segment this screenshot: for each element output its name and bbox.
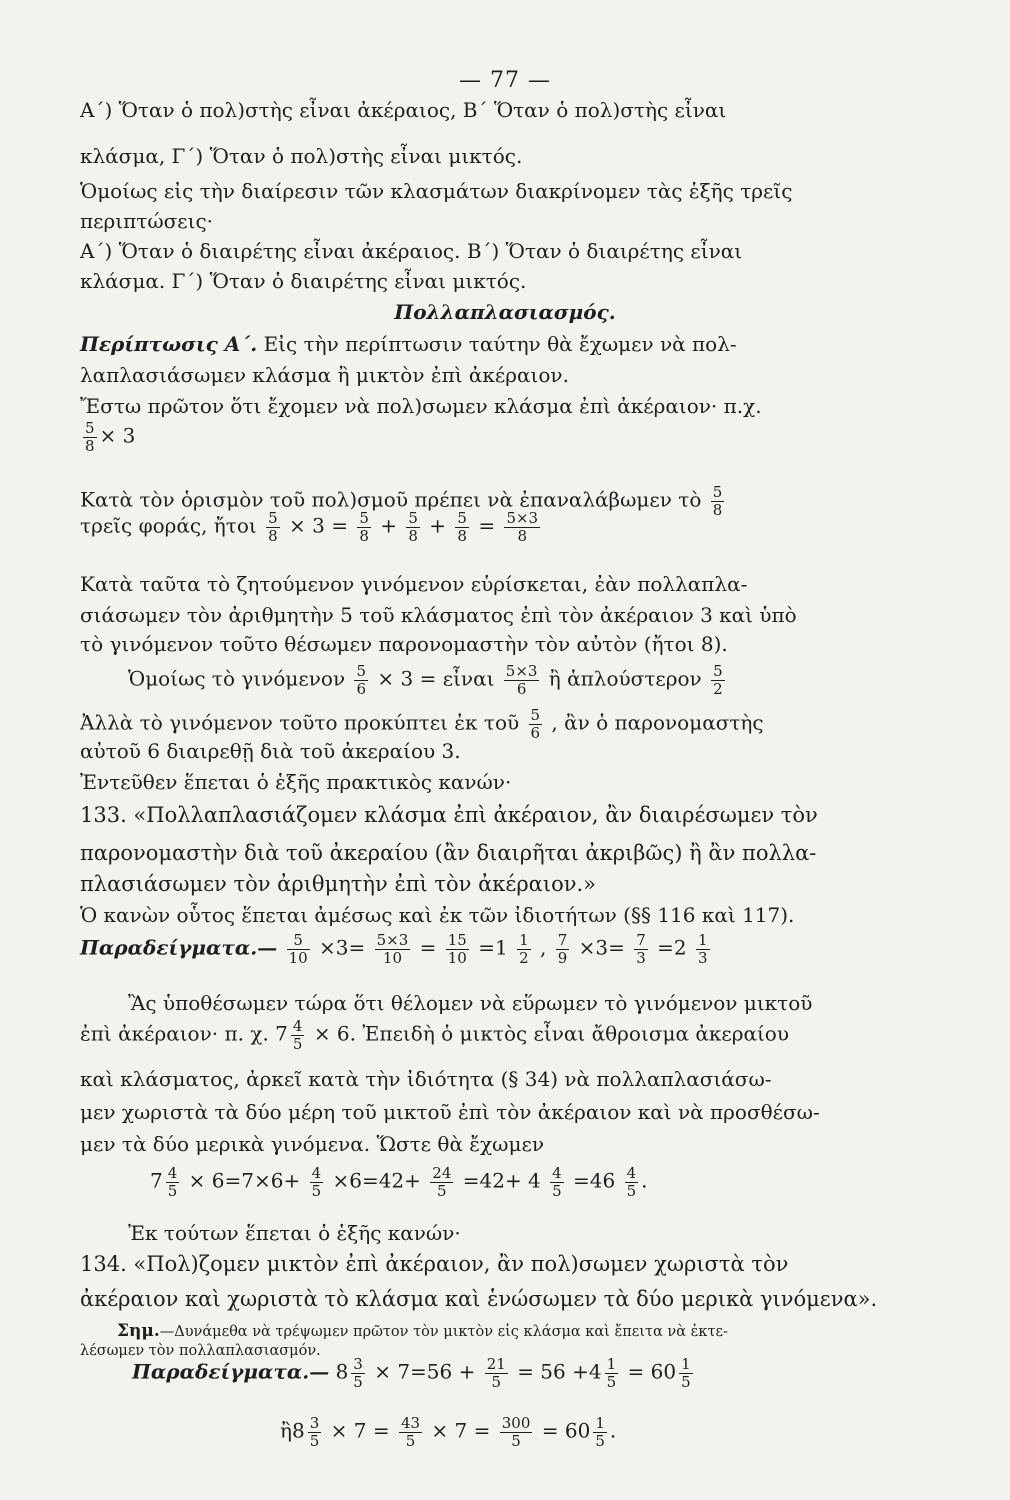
fraction: $\frac{5}{8}$	[268, 509, 278, 545]
rule-line: 133. «Πολλαπλασιάζομεν κλάσμα ἐπὶ ἀκέραιον, ἂν διαιρέσωμεν τὸν	[80, 803, 818, 827]
text-line: Κατὰ ταῦτα τὸ ζητούμενον γινόμενον εὑρίσκεται, ἐὰν πολλαπλα-	[80, 572, 748, 596]
text-line: Α΄) Ὅταν ὁ διαιρέτης εἶναι ἀκέραιος. Β΄) Ὅταν ὁ διαιρέτης εἶναι	[80, 239, 743, 263]
rule-line: πλασιάσωμεν τὸν ἀριθμητὴν ἐπὶ τὸν ἀκέραιον.»	[80, 872, 597, 896]
note-label: Σημ.	[117, 1321, 160, 1341]
text-line: λαπλασιάσωμεν κλάσμα ἢ μικτὸν ἐπὶ ἀκέραιον.	[80, 363, 569, 387]
fraction: $\frac{5}{8}$	[457, 509, 467, 545]
fraction: $\frac{300}{5}$	[501, 1414, 531, 1450]
text-line	[80, 334, 930, 354]
fraction: $\frac{43}{5}$	[400, 1414, 421, 1450]
text-line: Ἐκ τούτων ἕπεται ὁ ἑξῆς κανών·	[128, 1221, 461, 1245]
fraction: $\frac{5}{6}$	[356, 662, 367, 698]
text-line: Α΄) Ὅταν ὁ πολ)στὴς εἶναι ἀκέραιος, Β΄ Ὅταν ὁ πολ)στὴς εἶναι	[80, 98, 727, 122]
text-line: Ὁ κανὼν οὗτος ἕπεται ἀμέσως καὶ ἐκ τῶν ἰδιοτήτων (§§ 116 καὶ 117).	[80, 903, 795, 927]
fraction: $\frac{3}{5}$	[353, 1355, 363, 1391]
text-line: Ἂς ὑποθέσωμεν τώρα ὅτι θέλομεν νὰ εὕρωμεν τὸ γινόμενον μικτοῦ	[128, 991, 813, 1015]
math-line: Παραδείγματα.— $\frac{5}{10}$ ×3= $\frac{5\times 3}{10}$ = $\frac{15}{10}$ =1 $\frac{1}{2}$ , $\frac{7}{9}$ ×3= $\frac{7}{3}$ =2 $\frac{1}{3}$	[80, 931, 708, 967]
text-line: Ἔστω πρῶτον ὅτι ἔχομεν νὰ πολ)σωμεν κλάσμα ἐπὶ ἀκέραιον· π.χ.	[80, 394, 762, 418]
fraction: $\frac{5}{8}$	[712, 483, 723, 519]
fraction: $\frac{7}{9}$	[557, 931, 568, 967]
text-line: καὶ κλάσματος, ἀρκεῖ κατὰ τὴν ἰδιότητα (§ 34) νὰ πολλαπλασιάσω-	[80, 1067, 772, 1091]
fraction: $\frac{1}{5}$	[681, 1355, 691, 1391]
fraction: $\frac{5}{8}$	[408, 509, 418, 545]
text-line: περιπτώσεις·	[80, 209, 214, 233]
text-line: Κατὰ τὸν ὁρισμὸν τοῦ πολ)σμοῦ πρέπει νὰ ἐπαναλάβωμεν τὸ $\frac{5}{8}$	[80, 483, 723, 519]
math-line: $\frac{5}{8}$ × 3	[85, 419, 136, 455]
math-line: Ἀλλὰ τὸ γινόμενον τοῦτο προκύπτει ἐκ τοῦ $\frac{5}{6}$ , ἂν ὁ παρονομαστὴς	[80, 706, 764, 742]
fraction: $\frac{5}{8}$	[359, 509, 369, 545]
fraction: $\frac{5}{10}$	[288, 931, 308, 967]
math-line: 7 $\frac{4}{5}$ × 6=7×6+ $\frac{4}{5}$ ×6=42+ $\frac{24}{5}$ =42+ 4 $\frac{4}{5}$ =46 $\frac{4}{5}$ .	[150, 1164, 648, 1200]
fraction: $\frac{3}{5}$	[309, 1414, 320, 1450]
rule-line: 134. «Πολ)ζομεν μικτὸν ἐπὶ ἀκέραιον, ἂν πολ)σωμεν χωριστὰ τὸν	[80, 1252, 789, 1276]
math-line: ἢ8 $\frac{3}{5}$ × 7 = $\frac{43}{5}$ × 7 = $\frac{300}{5}$ = 60 $\frac{1}{5}$ .	[280, 1414, 617, 1450]
text-line: κλάσμα, Γ΄) Ὅταν ὁ πολ)στὴς εἶναι μικτός.	[80, 144, 523, 168]
fraction: $\frac{7}{3}$	[636, 931, 646, 967]
math-line: Ὁμοίως τὸ γινόμενον $\frac{5}{6}$ × 3 = εἶναι $\frac{5\times 3}{6}$ ἢ ἁπλούστερον $\frac{5}{2}$	[128, 662, 723, 698]
fraction: $\frac{1}{2}$	[519, 931, 529, 967]
text-line: σιάσωμεν τὸν ἀριθμητὴν 5 τοῦ κλάσματος ἐπὶ τὸν ἀκέραιον 3 καὶ ὑπὸ	[80, 603, 797, 627]
fraction: $\frac{21}{5}$	[486, 1355, 506, 1391]
text-line: μεν τὰ δύο μερικὰ γινόμενα. Ὥστε θὰ ἔχωμεν	[80, 1132, 544, 1156]
case-label: Περίπτωσις Α΄.	[80, 332, 258, 356]
text-line: κλάσμα. Γ΄) Ὅταν ὁ διαιρέτης εἶναι μικτός.	[80, 269, 527, 293]
fraction: $\frac{1}{5}$	[606, 1355, 617, 1391]
note-line: Σημ.—Δυνάμεθα νὰ τρέψωμεν πρῶτον τὸν μικτὸν εἰς κλάσμα καὶ ἔπειτα νὰ ἐκτε-	[117, 1321, 728, 1341]
fraction: $\frac{4}{5}$	[626, 1164, 637, 1200]
text-line: μεν χωριστὰ τὰ δύο μέρη τοῦ μικτοῦ ἐπὶ τὸν ἀκέραιον καὶ νὰ προσθέσω-	[80, 1100, 820, 1124]
fraction: $\frac{4}{5}$	[167, 1164, 178, 1200]
section-heading: Πολλαπλασιασμός.	[394, 300, 616, 324]
text-line: αὐτοῦ 6 διαιρεθῇ διὰ τοῦ ἀκεραίου 3.	[80, 739, 461, 763]
fraction: $\frac{1}{5}$	[595, 1414, 605, 1450]
fraction: $\frac{5}{8}$	[85, 419, 95, 455]
fraction: $\frac{5}{2}$	[713, 662, 723, 698]
fraction: $\frac{5\times 3}{8}$	[506, 509, 539, 545]
text-line: Ἐντεῦθεν ἕπεται ὁ ἑξῆς πρακτικὸς κανών·	[80, 770, 512, 794]
math-line: Παραδείγματα.— 8 $\frac{3}{5}$ × 7=56 + $\frac{21}{5}$ = 56 +4 $\frac{1}{5}$ = 60 $\frac{1}{5}$	[132, 1355, 691, 1391]
text-line: Ὁμοίως εἰς τὴν διαίρεσιν τῶν κλασμάτων διακρίνομεν τὰς ἑξῆς τρεῖς	[80, 179, 793, 203]
math-line: ἐπὶ ἀκέραιον· π. χ. 7 $\frac{4}{5}$ × 6. Ἐπειδὴ ὁ μικτὸς εἶναι ἄθροισμα ἀκεραίου	[80, 1017, 789, 1053]
text-line: τὸ γινόμενον τοῦτο θέσωμεν παρονομαστὴν τὸν αὐτὸν (ἤτοι 8).	[80, 632, 728, 656]
fraction: $\frac{5}{6}$	[530, 706, 541, 742]
fraction: $\frac{4}{5}$	[311, 1164, 322, 1200]
fraction: $\frac{5\times 3}{6}$	[505, 662, 538, 698]
page-number: — 77 —	[459, 68, 551, 93]
fraction: $\frac{1}{3}$	[697, 931, 708, 967]
math-line: τρεῖς φοράς, ἤτοι $\frac{5}{8}$ × 3 = $\frac{5}{8}$ + $\frac{5}{8}$ + $\frac{5}{8}$ = $\frac{5\times 3}{8}$	[80, 509, 539, 545]
fraction: $\frac{15}{10}$	[447, 931, 467, 967]
fraction: $\frac{5\times 3}{10}$	[376, 931, 409, 967]
fraction: $\frac{24}{5}$	[432, 1164, 452, 1200]
fraction: $\frac{4}{5}$	[552, 1164, 562, 1200]
fraction: $\frac{4}{5}$	[292, 1017, 303, 1053]
note-line: λέσωμεν τὸν πολλαπλασιασμόν.	[80, 1343, 321, 1359]
rule-line: παρονομαστὴν διὰ τοῦ ἀκεραίου (ἂν διαιρῆται ἀκριβῶς) ἢ ἂν πολλα-	[80, 841, 817, 865]
rule-line: ἀκέραιον καὶ χωριστὰ τὸ κλάσμα καὶ ἑνώσωμεν τὰ δύο μερικὰ γινόμενα».	[80, 1287, 878, 1311]
case-text: Εἰς τὴν περίπτωσιν ταύτην θὰ ἔχωμεν νὰ πολ-	[263, 332, 737, 356]
